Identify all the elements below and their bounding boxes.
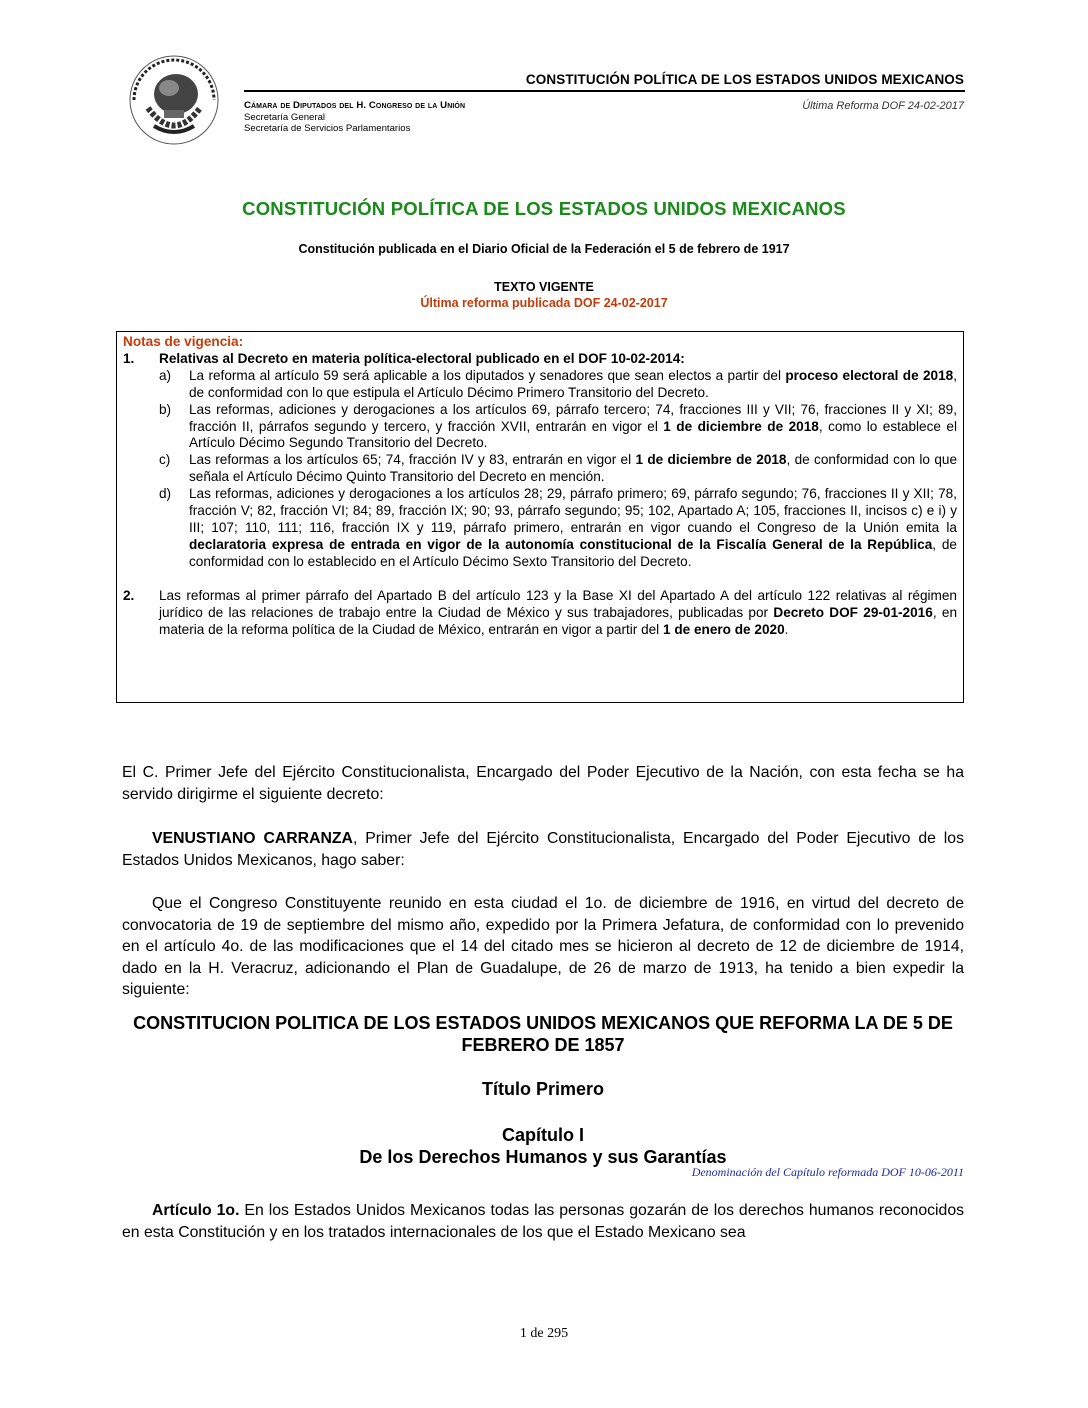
sub-text: , de conformidad con lo que estipula el Artículo Décimo Primero Transitorio del Decreto.	[189, 367, 957, 400]
sub-text: , de conformidad con lo establecido en el Artículo Décimo Sexto Transitorio del Decreto.	[189, 536, 957, 569]
document-title: CONSTITUCIÓN POLÍTICA DE LOS ESTADOS UNIDOS MEXICANOS	[242, 198, 846, 219]
institution-block	[244, 100, 465, 135]
note-title: Relativas al Decreto en materia política-electoral publicado en el DOF 10-02-2014:	[159, 350, 685, 366]
note-sub-b	[159, 402, 957, 453]
articulo-1	[122, 1200, 964, 1243]
texto-vigente: TEXTO VIGENTE	[494, 280, 594, 294]
note-item-2	[123, 588, 957, 639]
last-reform-header: Última Reforma DOF 24-02-2017	[802, 100, 964, 112]
sub-text: , de conformidad con lo que señala el Artículo Décimo Quinto Transitorio del Decreto en mención.	[189, 452, 957, 485]
note-text: , en materia de la reforma política de la Ciudad de México, entrarán en vigor a partir del	[159, 604, 957, 637]
capitulo-name: De los Derechos Humanos y sus Garantías	[359, 1147, 727, 1167]
article-label: Artículo 1o.	[152, 1202, 240, 1219]
publication-note: Constitución publicada en el Diario Oficial de la Federación el 5 de febrero de 1917	[298, 242, 790, 256]
note-sub-c	[159, 452, 957, 486]
sub-bold: declaratoria expresa de entrada en vigor de la autonomía constitucional de la Fiscalía General de la República	[189, 536, 933, 552]
sub-text: La reforma al artículo 59 será aplicable a los diputados y senadores que sean electos a partir del	[189, 367, 786, 383]
note-sub-a	[159, 368, 957, 402]
note-item-1	[123, 351, 957, 571]
notes-box	[116, 331, 964, 703]
note-number: 1.	[123, 350, 135, 366]
sub-bold: 1 de diciembre de 2018	[663, 418, 819, 434]
constitution-title: CONSTITUCION POLITICA DE LOS ESTADOS UNIDOS MEXICANOS QUE REFORMA LA DE 5 DE FEBRERO DE 1857	[133, 1013, 953, 1055]
sub-text: , como lo establece el Artículo Décimo Segundo Transitorio del Decreto.	[189, 418, 957, 451]
note-bold: Decreto DOF 29-01-2016	[773, 604, 933, 620]
coat-of-arms-seal-icon	[124, 48, 224, 152]
header-rule	[244, 90, 965, 92]
note-sub-d	[159, 486, 957, 571]
secretaria-servicios: Secretaría de Servicios Parlamentarios	[244, 123, 411, 134]
sub-label: b)	[159, 401, 172, 417]
sub-text: Las reformas, adiciones y derogaciones a los artículos 28; 29, párrafo primero; 69, párrafo segundo; 76, fracciones II y XII; 78, fracción V; 82, fracción VI; 84; 89, fracción IX; 90; 93, párrafo segundo; 95; 102, Apartado A; 105, fracciones II, incisos c) e i) y III; 107; 110, 111; 116, fracción IX y 119, párrafo primero, entrarán en vigor cuando el Congreso de la Unión emita la	[189, 486, 957, 535]
paragraph-carranza	[122, 828, 964, 871]
paragraph-congreso: Que el Congreso Constituyente reunido en esta ciudad el 1o. de diciembre de 1916, en virtud del decreto de convocatoria de 19 de septiembre del mismo año, expedido por la Primera Jefatura, de conformidad con lo prevenido en el artículo 4o. de las modificaciones que el 14 del citado mes se hicieron al decreto de 12 de diciembre de 1914, dado en la H. Veracruz, adicionando el Plan de Guadalupe, de 26 de marzo de 1913, ha tenido a bien expedir la siguiente:	[122, 895, 964, 998]
sub-bold: 1 de diciembre de 2018	[635, 452, 787, 468]
sub-text: Las reformas a los artículos 65; 74, fracción IV y 83, entrarán en vigor el	[189, 452, 636, 468]
sub-label: d)	[159, 486, 172, 502]
sub-bold: proceso electoral de 2018	[785, 367, 954, 383]
page-number: 1 de 295	[519, 1326, 569, 1341]
titulo-primero: Título Primero	[481, 1079, 604, 1099]
note-text: .	[784, 621, 789, 637]
capitulo-reform-note: Denominación del Capítulo reformada DOF 10-06-2011	[691, 1165, 964, 1179]
institution-name: Cámara de Diputados del H. Congreso de la Unión	[244, 100, 466, 111]
secretaria-general: Secretaría General	[244, 111, 326, 123]
notes-heading: Notas de vigencia:	[123, 334, 244, 349]
article-text: En los Estados Unidos Mexicanos todas las personas gozarán de los derechos humanos reconocidos en esta Constitución y en los tratados internacionales de los que el Estado Mexicano sea	[122, 1202, 964, 1241]
note-number: 2.	[123, 587, 135, 603]
note-bold: 1 de enero de 2020	[662, 621, 785, 637]
carranza-name: VENUSTIANO CARRANZA	[152, 830, 353, 847]
sub-label: a)	[159, 367, 172, 383]
sub-text: Las reformas, adiciones y derogaciones a los artículos 69, párrafo tercero; 74, fracciones III y VII; 76, fracciones II y XI; 89, fracción II, párrafos segundo y tercero, y fracción XVII, entrarán en vigor el	[189, 401, 957, 434]
ultima-reforma: Última reforma publicada DOF 24-02-2017	[420, 296, 668, 310]
sub-label: c)	[159, 452, 171, 468]
note-text: Las reformas al primer párrafo del Apartado B del artículo 123 y la Base XI del Apartado A del artículo 122 relativas al régimen jurídico de las relaciones de trabajo entre la Ciudad de México y sus trabajadores, publicadas por	[159, 587, 957, 620]
paragraph-decree-intro: El C. Primer Jefe del Ejército Constitucionalista, Encargado del Poder Ejecutivo de la Nación, con esta fecha se ha servido dirigirme el siguiente decreto:	[122, 764, 964, 803]
capitulo-heading: Capítulo I	[502, 1125, 584, 1145]
paragraph-text: , Primer Jefe del Ejército Constitucionalista, Encargado del Poder Ejecutivo de los Estados Unidos Mexicanos, hago saber:	[122, 830, 964, 869]
running-title: CONSTITUCIÓN POLÍTICA DE LOS ESTADOS UNIDOS MEXICANOS	[525, 72, 964, 87]
